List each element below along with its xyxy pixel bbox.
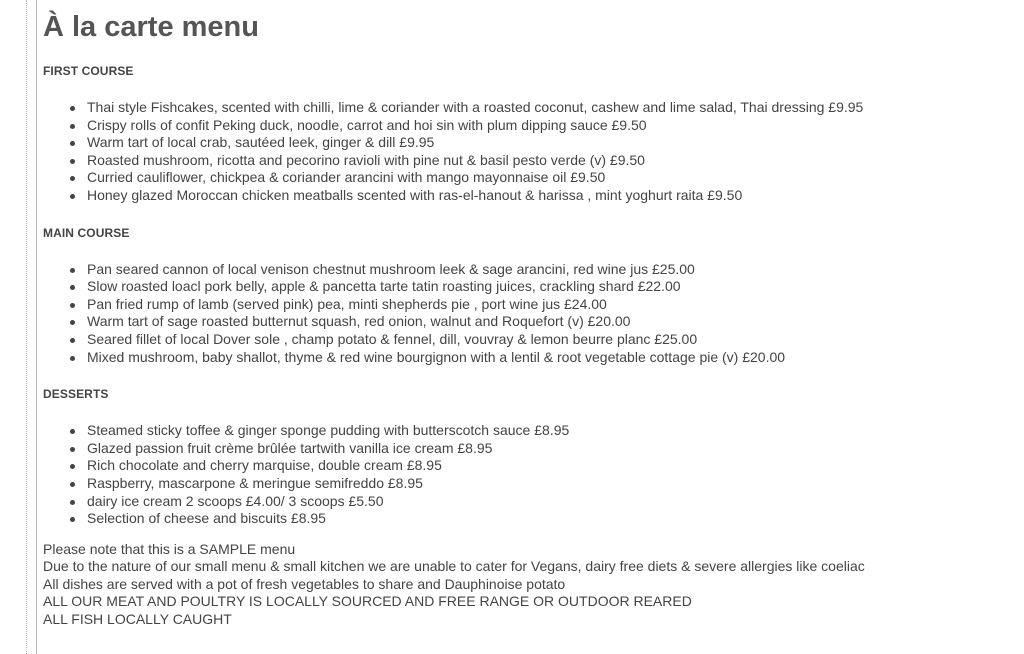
main-course-heading: MAIN COURSE — [43, 225, 130, 240]
page-title: À la carte menu — [43, 11, 259, 43]
meat-sourcing-note: ALL OUR MEAT AND POULTRY IS LOCALLY SOURCED AND FREE RANGE OR OUTDOOR REARED — [43, 593, 692, 610]
list-item: Glazed passion fruit crème brûlée tartwith vanilla ice cream £8.95 — [87, 440, 1003, 458]
sample-menu-note: Please note that this is a SAMPLE menu — [43, 540, 296, 557]
main-course-list — [43, 261, 1003, 367]
desserts-heading: DESSERTS — [43, 387, 109, 402]
first-course-heading: FIRST COURSE — [43, 64, 134, 78]
list-item: Roasted mushroom, ricotta and pecorino ravioli with pine nut & basil pesto verde (v) £9.50 — [87, 152, 1003, 170]
list-item: dairy ice cream 2 scoops £4.00/ 3 scoops £5.50 — [87, 493, 1003, 511]
list-item: Thai style Fishcakes, scented with chilli, lime & coriander with a roasted coconut, cashew and lime salad, Thai dressing £9.95 — [87, 99, 1003, 117]
desserts-list — [43, 422, 1003, 528]
list-item: Pan fried rump of lamb (served pink) pea, minti shepherds pie , port wine jus £24.00 — [87, 296, 1003, 314]
list-item: Mixed mushroom, baby shallot, thyme & red wine bourgignon with a lentil & root vegetable cottage pie (v) £20.00 — [87, 349, 1003, 367]
list-item: Curried cauliflower, chickpea & coriander arancini with mango mayonnaise oil £9.50 — [87, 169, 1003, 187]
list-item: Selection of cheese and biscuits £8.95 — [87, 510, 1003, 528]
list-item: Steamed sticky toffee & ginger sponge pudding with butterscotch sauce £8.95 — [87, 422, 1003, 440]
menu-notes — [43, 541, 1003, 629]
first-course-list — [43, 99, 1003, 205]
list-item: Pan seared cannon of local venison chestnut mushroom leek & sage arancini, red wine jus £25.00 — [87, 261, 1003, 279]
gutter-dotted-divider — [26, 0, 27, 654]
list-item: Rich chocolate and cherry marquise, double cream £8.95 — [87, 457, 1003, 475]
list-item: Slow roasted loacl pork belly, apple & pancetta tarte tatin roasting juices, crackling shard £22.00 — [87, 278, 1003, 296]
list-item: Warm tart of local crab, sautéed leek, ginger & dill £9.95 — [87, 134, 1003, 152]
fish-sourcing-note: ALL FISH LOCALLY CAUGHT — [43, 611, 232, 628]
dietary-note: Due to the nature of our small menu & small kitchen we are unable to cater for Vegans, dairy free diets & severe allergies like coeliac — [43, 558, 865, 575]
list-item: Honey glazed Moroccan chicken meatballs scented with ras-el-hanout & harissa , mint yoghurt raita £9.50 — [87, 187, 1003, 205]
list-item: Warm tart of sage roasted butternut squash, red onion, walnut and Roquefort (v) £20.00 — [87, 313, 1003, 331]
left-gutter — [0, 0, 36, 654]
list-item: Raspberry, mascarpone & meringue semifreddo £8.95 — [87, 475, 1003, 493]
content-left-border — [36, 0, 37, 654]
vegetables-note: All dishes are served with a pot of fresh vegetables to share and Dauphinoise potato — [43, 575, 566, 592]
list-item: Crispy rolls of confit Peking duck, noodle, carrot and hoi sin with plum dipping sauce £9.50 — [87, 117, 1003, 135]
menu-content — [43, 8, 1003, 629]
list-item: Seared fillet of local Dover sole , champ potato & fennel, dill, vouvray & lemon beurre planc £25.00 — [87, 331, 1003, 349]
